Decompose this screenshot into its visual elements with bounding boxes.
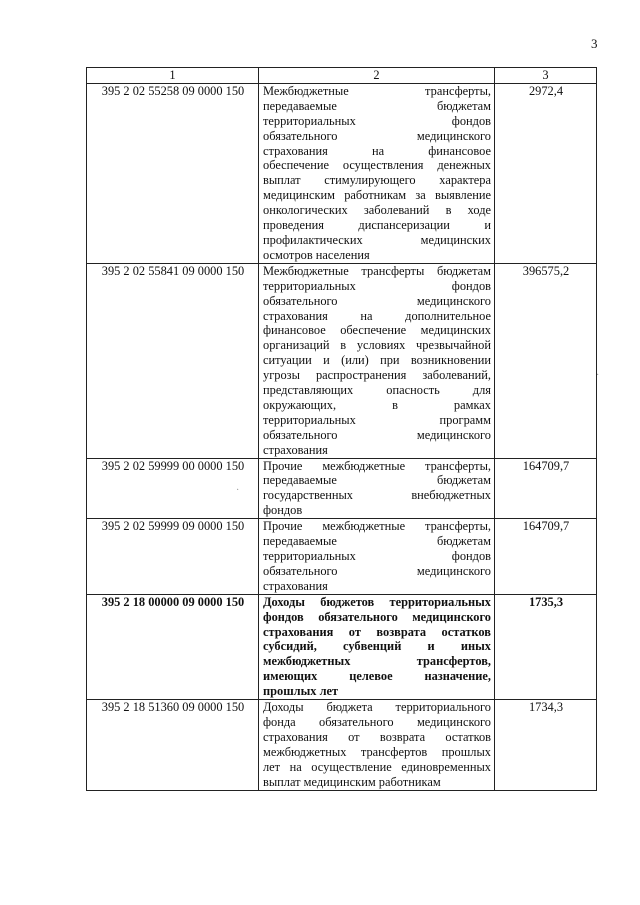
description-line: страхования от возврата остатков [263,624,491,639]
description-line: лет на осуществление единовременных [263,759,491,774]
amount-cell: 1735,3 [495,594,597,699]
description-cell [259,519,495,595]
header-column-3: 3 [495,68,597,84]
table-header-row [87,68,597,84]
description-line: межбюджетных трансфертов прошлых [263,744,491,759]
description-line: фондов [263,503,303,518]
description-line: территориальных фондов [263,278,491,293]
header-column-2: 2 [259,68,495,84]
table-row [87,519,597,595]
budget-code-cell: 395 2 18 51360 09 0000 150 [87,700,259,790]
description-line: страхования от возврата остатков [263,729,491,744]
description-line: выплат стимулирующего характера [263,173,491,188]
description-cell [259,458,495,519]
amount-cell: 164709,7 [495,458,597,519]
description-line: выплат медицинским работникам [263,774,441,789]
description-line: обязательного медицинского [263,293,491,308]
description-line: территориальных фондов [263,549,491,563]
description-line: финансовое обеспечение медицинских [263,323,491,338]
budget-code-cell: 395 2 02 59999 09 0000 150 [87,519,259,595]
budget-code-cell: 395 2 02 55258 09 0000 150 [87,83,259,263]
amount-cell: 1734,3 [495,700,597,790]
description-line: угрозы распространения заболеваний, [263,368,491,383]
budget-table [86,67,600,791]
budget-code-cell: 395 2 02 59999 00 0000 150 [87,458,259,519]
description-line: прошлых лет [263,684,339,699]
description-cell [259,594,495,699]
scan-speck: · [596,370,600,381]
description-line: обязательного медицинского [263,427,491,442]
table-row [87,458,597,519]
description-line: имеющих целевое назначение, [263,669,491,684]
description-line: Межбюджетные трансферты бюджетам [263,263,491,278]
description-line: территориальных программ [263,412,491,427]
description-cell [259,263,495,458]
description-line: страхования на финансовое [263,143,491,158]
description-cell [259,700,495,790]
description-line: онкологических заболеваний в ходе [263,203,491,218]
description-line: обязательного медицинского [263,563,491,578]
scan-speck: · [236,485,240,496]
table-row [87,83,597,263]
amount-cell: 164709,7 [495,519,597,595]
description-line: фонда обязательного медицинского [263,714,491,729]
description-line: Доходы бюджета территориального [263,700,491,715]
table-body [87,83,600,790]
description-line: субсидий, субвенций и иных [263,639,491,654]
description-line: осмотров населения [263,247,370,262]
description-line: представляющих опасность для [263,383,491,398]
amount-cell: 2972,4 [495,83,597,263]
description-line: страхования [263,578,328,593]
description-line: проведения диспансеризации и [263,218,491,233]
description-line: окружающих, в рамках [263,397,491,412]
description-line: передаваемые бюджетам [263,98,491,113]
description-line: межбюджетных трансфертов, [263,654,491,669]
description-line: Прочие межбюджетные трансферты, [263,458,491,473]
description-cell [259,83,495,263]
description-line: передаваемые бюджетам [263,473,491,488]
header-column-1: 1 [87,68,259,84]
description-line: обеспечение осуществления денежных [263,158,491,173]
description-line: Межбюджетные трансферты, [263,83,491,98]
description-line: государственных внебюджетных [263,488,491,503]
budget-code-cell: 395 2 02 55841 09 0000 150 [87,263,259,458]
description-line: страхования [263,442,328,457]
description-line: страхования на дополнительное [263,308,491,323]
table-row [87,700,597,790]
page-number: 3 [591,36,598,51]
description-line: передаваемые бюджетам [263,534,491,549]
description-line: фондов обязательного медицинского [263,609,491,624]
amount-cell: 396575,2 [495,263,597,458]
description-line: ситуации и (или) при возникновении [263,353,491,368]
table-row [87,594,597,699]
description-line: организаций в условиях чрезвычайной [263,338,491,353]
budget-code-cell: 395 2 18 00000 09 0000 150 [87,594,259,699]
description-line: территориальных фондов [263,113,491,128]
table-row [87,263,597,458]
description-line: Прочие межбюджетные трансферты, [263,519,491,534]
description-line: Доходы бюджетов территориальных [263,594,491,609]
description-line: медицинским работникам за выявление [263,188,491,203]
description-line: обязательного медицинского [263,128,491,143]
description-line: профилактических медицинских [263,232,491,247]
